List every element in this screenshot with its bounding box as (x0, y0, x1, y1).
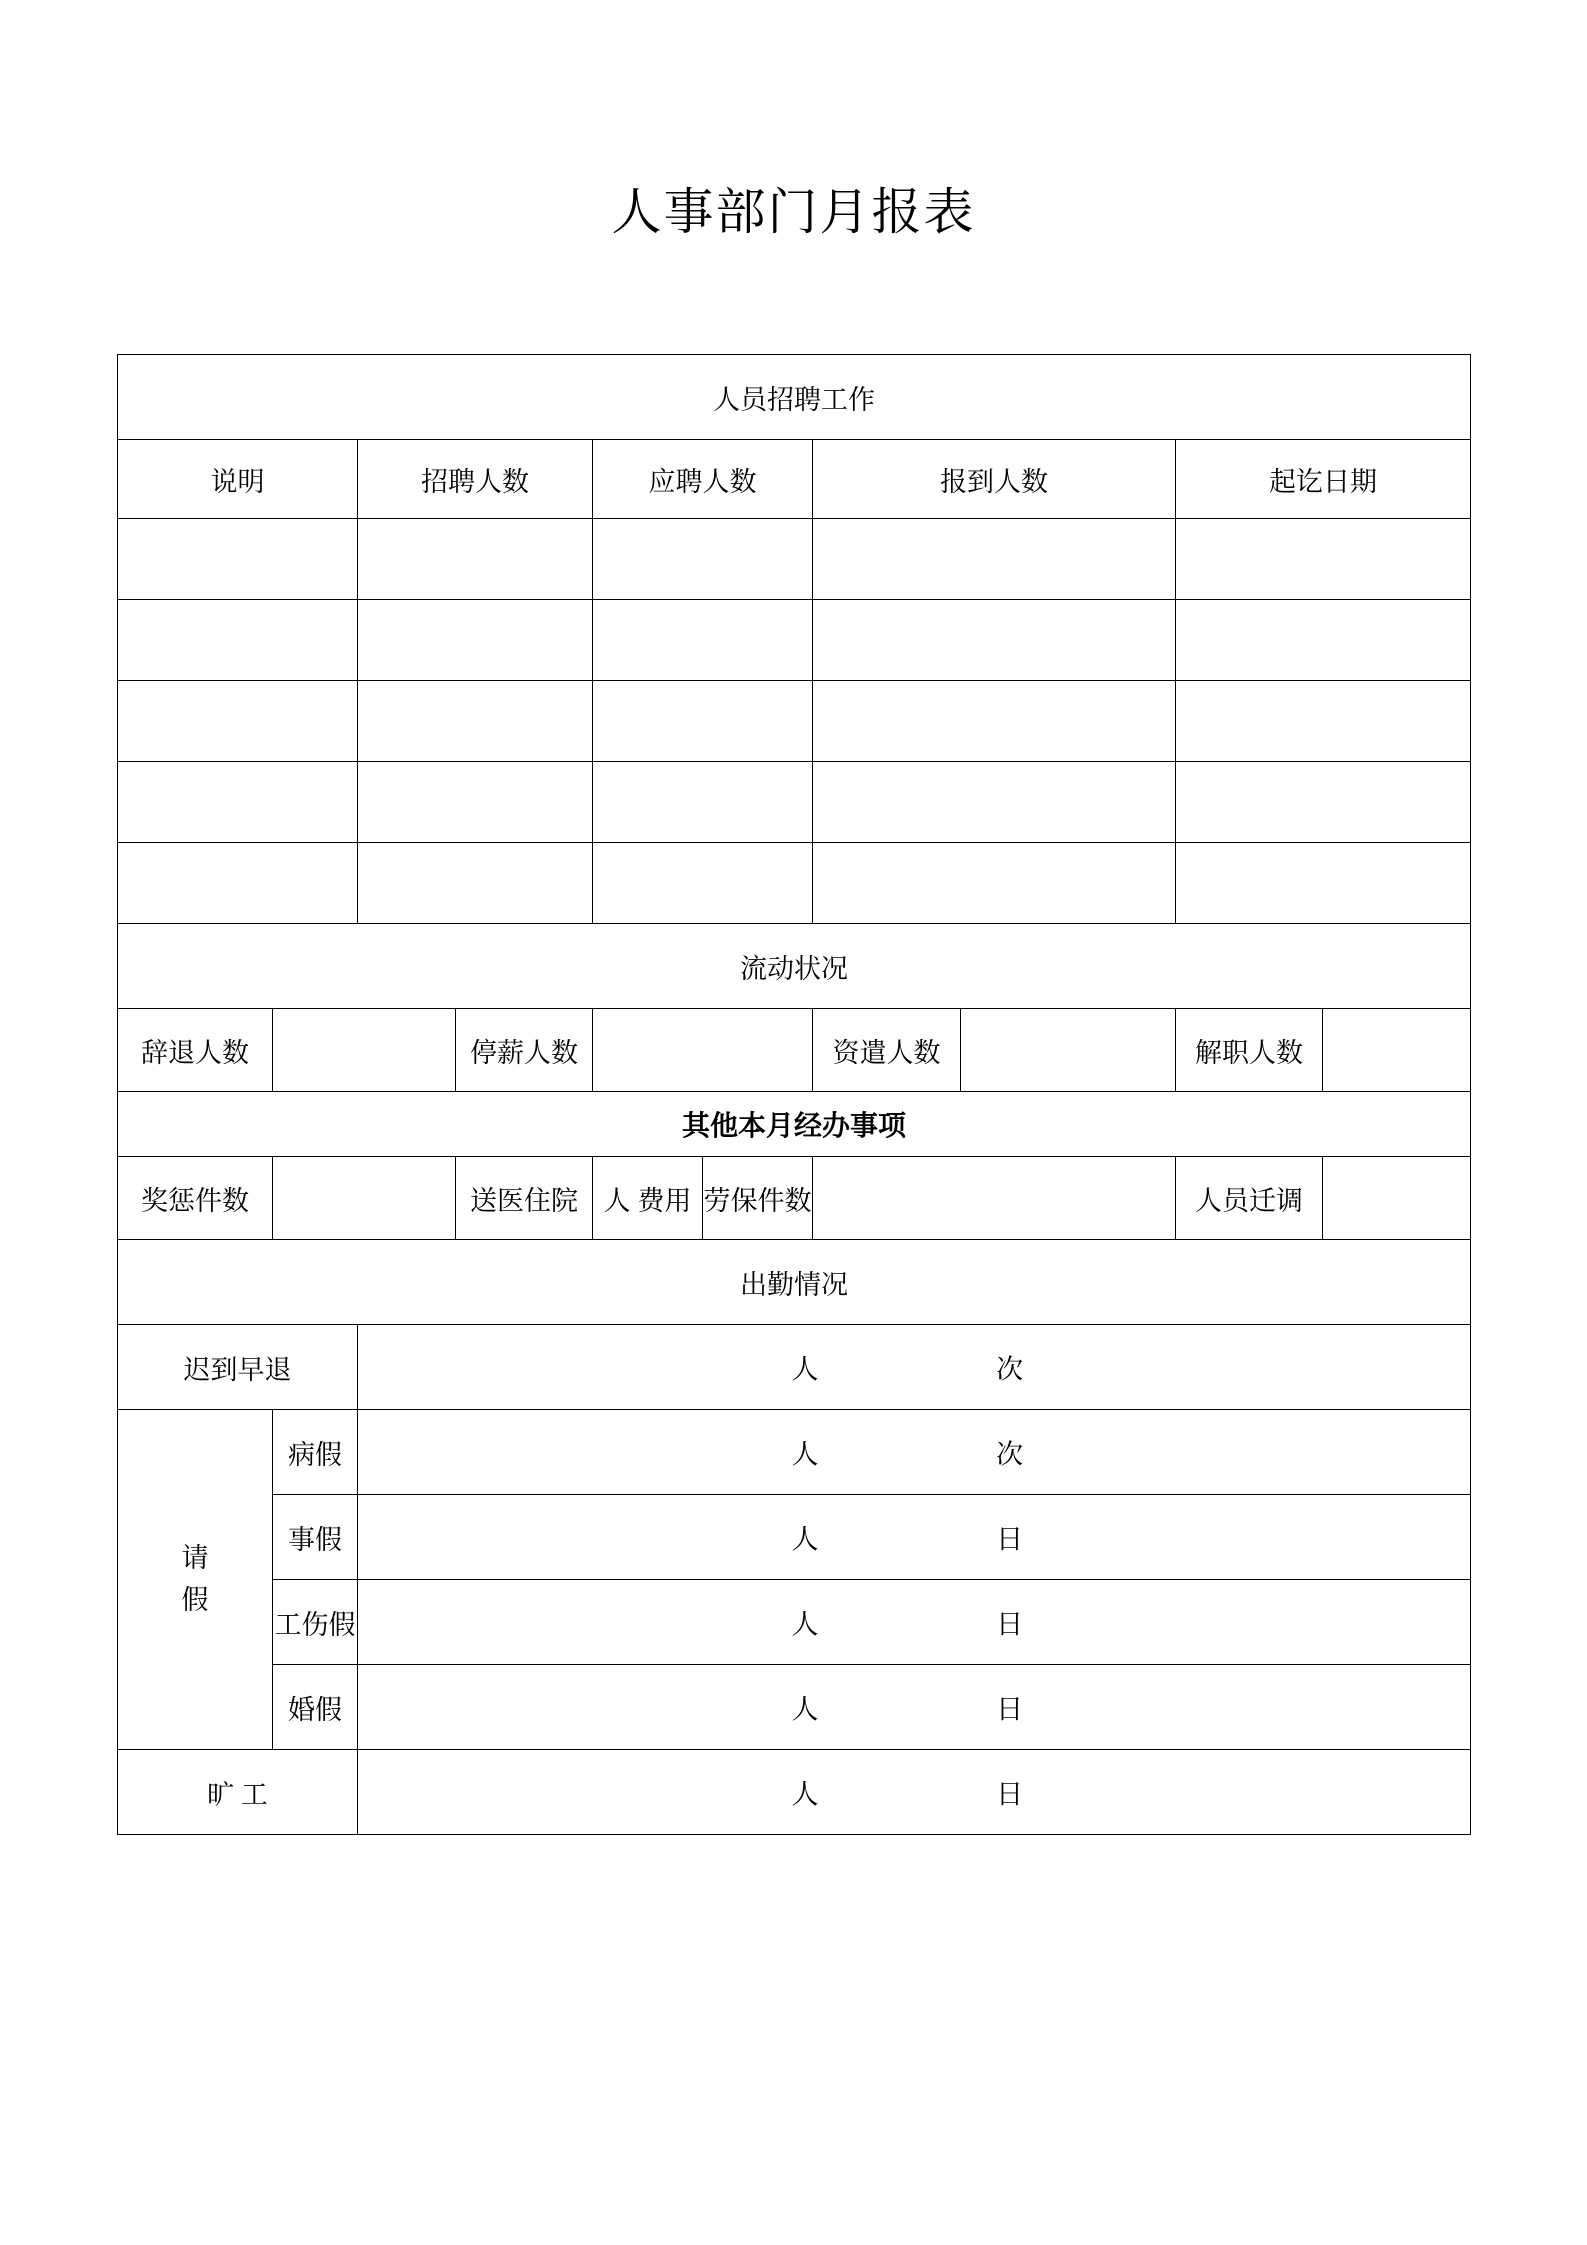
column-header-reported-count: 报到人数 (813, 440, 1176, 519)
cell-reported-count[interactable] (813, 519, 1176, 600)
unit-measure-injury-leave: 日 (996, 1609, 1024, 1640)
unit-person-absenteeism: 人 (791, 1779, 819, 1810)
column-header-description: 说明 (118, 440, 358, 519)
table-row[interactable] (118, 681, 1471, 762)
other-items-fields-row (118, 1157, 1471, 1240)
cell-recruit-count[interactable] (358, 519, 593, 600)
value-unpaid-leave-count[interactable] (593, 1009, 813, 1092)
label-leave-group-line2: 假 (181, 1584, 209, 1615)
label-severance-count: 资遣人数 (813, 1009, 961, 1092)
unit-person-marriage-leave: 人 (791, 1694, 819, 1725)
section-header-row-other-items (118, 1092, 1471, 1157)
column-header-applicant-count: 应聘人数 (593, 440, 813, 519)
attendance-row-personal-leave (118, 1495, 1471, 1580)
section-heading-recruitment: 人员招聘工作 (118, 355, 1471, 440)
table-row[interactable] (118, 762, 1471, 843)
hr-monthly-report-table (117, 354, 1471, 1835)
label-leave-group (118, 1410, 273, 1750)
unit-person-late-early: 人 (791, 1354, 819, 1385)
column-header-date-range: 起讫日期 (1176, 440, 1471, 519)
attendance-row-absenteeism (118, 1750, 1471, 1835)
value-labor-insurance-count[interactable] (813, 1157, 1176, 1240)
attendance-row-injury-leave (118, 1580, 1471, 1665)
column-header-row-recruitment (118, 440, 1471, 519)
cell-description[interactable] (118, 681, 358, 762)
label-leave-group-line1: 请 (181, 1542, 209, 1573)
unit-measure-marriage-leave: 日 (996, 1694, 1024, 1725)
unit-measure-personal-leave: 日 (996, 1524, 1024, 1555)
unit-measure-sick-leave: 次 (996, 1439, 1024, 1470)
cell-description[interactable] (118, 762, 358, 843)
cell-date-range[interactable] (1176, 681, 1471, 762)
table-row[interactable] (118, 843, 1471, 924)
section-header-row-turnover (118, 924, 1471, 1009)
page-title: 人事部门月报表 (611, 184, 976, 240)
cell-date-range[interactable] (1176, 762, 1471, 843)
cell-reported-count[interactable] (813, 600, 1176, 681)
cell-applicant-count[interactable] (593, 600, 813, 681)
unit-measure-absenteeism: 日 (996, 1779, 1024, 1810)
attendance-row-marriage-leave (118, 1665, 1471, 1750)
value-injury-leave[interactable] (358, 1580, 1471, 1665)
label-marriage-leave: 婚假 (273, 1665, 358, 1750)
report-table-wrapper (117, 242, 1470, 1835)
cell-recruit-count[interactable] (358, 762, 593, 843)
label-unpaid-leave-count: 停薪人数 (456, 1009, 593, 1092)
cell-applicant-count[interactable] (593, 843, 813, 924)
section-header-row-attendance (118, 1240, 1471, 1325)
label-resignation-count: 解职人数 (1176, 1009, 1323, 1092)
label-dismissed-count: 辞退人数 (118, 1009, 273, 1092)
value-hospitalization-units[interactable]: 人 费用 (593, 1157, 703, 1240)
cell-reported-count[interactable] (813, 762, 1176, 843)
label-late-early-leave: 迟到早退 (118, 1325, 358, 1410)
value-reward-penalty-count[interactable] (273, 1157, 456, 1240)
value-severance-count[interactable] (961, 1009, 1176, 1092)
column-header-recruit-count: 招聘人数 (358, 440, 593, 519)
label-reward-penalty-count: 奖惩件数 (118, 1157, 273, 1240)
cell-date-range[interactable] (1176, 600, 1471, 681)
label-injury-leave: 工伤假 (273, 1580, 358, 1665)
section-heading-other-items: 其他本月经办事项 (118, 1092, 1471, 1157)
turnover-fields-row (118, 1009, 1471, 1092)
label-sick-leave: 病假 (273, 1410, 358, 1495)
cell-applicant-count[interactable] (593, 681, 813, 762)
attendance-row-sick-leave (118, 1410, 1471, 1495)
label-personal-leave: 事假 (273, 1495, 358, 1580)
cell-applicant-count[interactable] (593, 519, 813, 600)
cell-description[interactable] (118, 519, 358, 600)
cell-reported-count[interactable] (813, 843, 1176, 924)
section-heading-turnover: 流动状况 (118, 924, 1471, 1009)
cell-reported-count[interactable] (813, 681, 1176, 762)
value-resignation-count[interactable] (1323, 1009, 1471, 1092)
value-late-early-leave[interactable] (358, 1325, 1471, 1410)
value-marriage-leave[interactable] (358, 1665, 1471, 1750)
cell-recruit-count[interactable] (358, 600, 593, 681)
unit-person-personal-leave: 人 (791, 1524, 819, 1555)
section-header-row-recruitment (118, 355, 1471, 440)
value-absenteeism[interactable] (358, 1750, 1471, 1835)
table-row[interactable] (118, 600, 1471, 681)
label-personnel-transfer: 人员迁调 (1176, 1157, 1323, 1240)
cell-description[interactable] (118, 843, 358, 924)
cell-applicant-count[interactable] (593, 762, 813, 843)
label-hospitalization: 送医住院 (456, 1157, 593, 1240)
attendance-row-late-early (118, 1325, 1471, 1410)
value-personal-leave[interactable] (358, 1495, 1471, 1580)
section-heading-attendance: 出勤情况 (118, 1240, 1471, 1325)
unit-person-sick-leave: 人 (791, 1439, 819, 1470)
unit-measure-late-early: 次 (996, 1354, 1024, 1385)
table-row[interactable] (118, 519, 1471, 600)
value-dismissed-count[interactable] (273, 1009, 456, 1092)
cell-description[interactable] (118, 600, 358, 681)
unit-person-injury-leave: 人 (791, 1609, 819, 1640)
label-labor-insurance-count: 劳保件数 (703, 1157, 813, 1240)
cell-recruit-count[interactable] (358, 681, 593, 762)
value-sick-leave[interactable] (358, 1410, 1471, 1495)
label-absenteeism: 旷 工 (118, 1750, 358, 1835)
cell-date-range[interactable] (1176, 843, 1471, 924)
value-personnel-transfer[interactable] (1323, 1157, 1471, 1240)
cell-date-range[interactable] (1176, 519, 1471, 600)
cell-recruit-count[interactable] (358, 843, 593, 924)
